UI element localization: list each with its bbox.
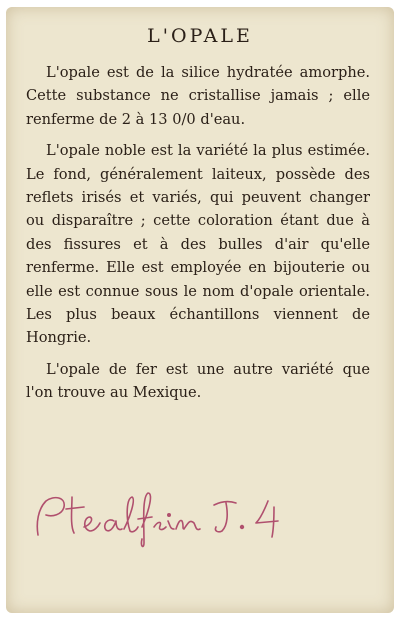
paragraph-noble-opal: L'opale noble est la variété la plus estimée. Le fond, généralement laiteux, possède des reflets irisés et variés, qui peuvent changer ou disparaître ; cette coloration étant due à des fissures et à des bulles d'air qu'elle renferme. Elle est employée en bijouterie ou elle est connue sous le nom d'opale orientale. Les plus beaux échantillons viennent de Hongrie. xyxy=(26,142,370,347)
paragraph-composition: L'opale est de la silice hydratée amorphe. Cette substance ne cristallise jamais ; elle renferme de 2 à 13 0/0 d'eau. xyxy=(26,64,370,128)
paragraph-fire-opal: L'opale de fer est une autre variété que l'on trouve au Mexique. xyxy=(26,360,370,402)
card-title: L'OPALE xyxy=(147,25,253,47)
handwritten-signature xyxy=(32,483,292,553)
signature-drawing xyxy=(32,483,292,553)
trade-card xyxy=(6,7,394,613)
card-body xyxy=(26,61,370,405)
